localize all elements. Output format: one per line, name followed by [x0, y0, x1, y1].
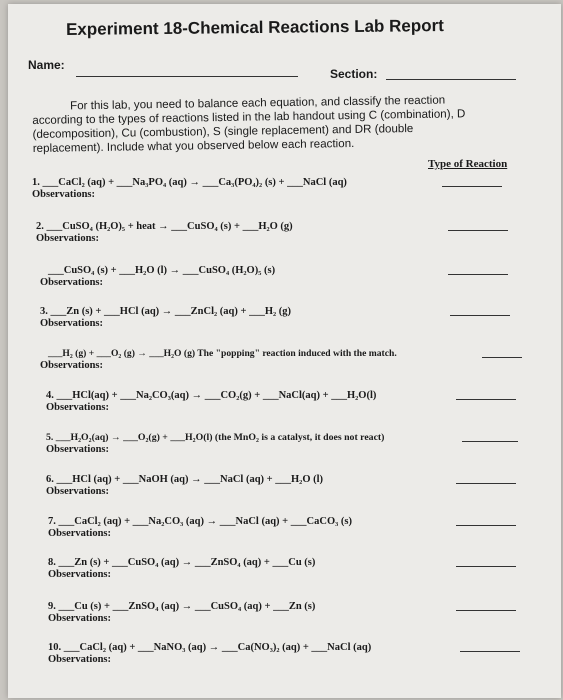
reaction-row	[8, 432, 561, 462]
type-answer-line	[442, 186, 502, 187]
observations-label: Observations:	[46, 444, 109, 455]
reaction-equation: 3. ___Zn (s) + ___HCl (aq) → ___ZnCl₂ (aq) + ___H₂ (g)	[40, 306, 292, 317]
reaction-equation: 4. ___HCl(aq) + ___Na₂CO₃(aq) → ___CO₂(g) + ___NaCl(aq) + ___H₂O(l)	[46, 390, 377, 401]
observations-label: Observations:	[40, 277, 103, 288]
instructions-line: (decomposition), Cu (combustion), S (single replacement) and DR (double	[32, 122, 414, 141]
reaction-row	[8, 557, 561, 587]
reaction-row	[8, 306, 561, 336]
type-answer-line	[448, 274, 508, 275]
reaction-row	[8, 516, 561, 546]
observations-label: Observations:	[48, 528, 111, 539]
name-label: Name:	[28, 58, 65, 72]
observations-label: Observations:	[40, 318, 103, 329]
reaction-equation: 10. ___CaCl₂ (aq) + ___NaNO₃ (aq) → ___Ca(NO₃)₂ (aq) + ___NaCl (aq)	[48, 642, 372, 653]
reaction-equation: 9. ___Cu (s) + ___ZnSO₄ (aq) → ___CuSO₄ (aq) + ___Zn (s)	[48, 601, 316, 612]
type-answer-line	[462, 441, 518, 442]
type-answer-line	[460, 651, 520, 652]
instructions-line: For this lab, you need to balance each equation, and classify the reaction	[69, 93, 446, 113]
reaction-equation: ___CuSO₄ (s) + ___H₂O (l) → ___CuSO₄ (H₂O)₅ (s)	[48, 265, 276, 276]
observations-label: Observations:	[36, 233, 99, 244]
reaction-equation: 5. ___H₂O₂(aq) → ___O₂(g) + ___H₂O(l) (the MnO₂ is a catalyst, it does not react)	[46, 432, 385, 443]
reaction-equation: 2. ___CuSO₄ (H₂O)₅ + heat → ___CuSO₄ (s) + ___H₂O (g)	[36, 221, 293, 232]
type-answer-line	[456, 525, 516, 526]
type-answer-line	[456, 483, 516, 484]
type-answer-line	[456, 610, 516, 611]
reaction-row	[8, 642, 561, 672]
reaction-equation: 6. ___HCl (aq) + ___NaOH (aq) → ___NaCl (aq) + ___H₂O (l)	[46, 474, 324, 485]
instructions-line: replacement). Include what you observed below each reaction.	[32, 136, 355, 155]
reaction-row	[8, 601, 561, 631]
instructions	[32, 92, 523, 156]
type-answer-line	[448, 230, 508, 231]
section-line	[386, 79, 516, 80]
reaction-equation: 7. ___CaCl₂ (aq) + ___Na₂CO₃ (aq) → ___NaCl (aq) + ___CaCO₃ (s)	[48, 516, 352, 527]
observations-label: Observations:	[48, 613, 111, 624]
observations-label: Observations:	[46, 486, 109, 497]
type-answer-line	[456, 399, 516, 400]
section-label: Section:	[330, 67, 378, 81]
observations-label: Observations:	[40, 360, 103, 371]
type-answer-line	[482, 357, 522, 358]
reaction-row	[8, 265, 561, 295]
reaction-row	[8, 348, 561, 378]
reaction-row	[8, 177, 561, 207]
observations-label: Observations:	[48, 654, 111, 665]
reaction-equation: 1. ___CaCl₂ (aq) + ___Na₃PO₄ (aq) → ___Ca₃(PO₄)₂ (s) + ___NaCl (aq)	[32, 177, 347, 188]
reaction-row	[8, 474, 561, 504]
instructions-line: according to the types of reactions listed in the lab handout using C (combination), D	[32, 107, 466, 127]
page-title: Experiment 18-Chemical Reactions Lab Report	[65, 16, 444, 39]
reaction-equation: 8. ___Zn (s) + ___CuSO₄ (aq) → ___ZnSO₄ (aq) + ___Cu (s)	[48, 557, 316, 568]
reaction-row	[8, 390, 561, 420]
name-line	[76, 76, 298, 77]
worksheet-page	[8, 4, 561, 698]
reaction-row	[8, 221, 561, 251]
observations-label: Observations:	[48, 569, 111, 580]
type-answer-line	[456, 566, 516, 567]
reaction-equation: ___H₂ (g) + ___O₂ (g) → ___H₂O (g) The "popping" reaction induced with the match.	[48, 348, 397, 359]
type-answer-line	[450, 315, 510, 316]
type-of-reaction-header: Type of Reaction	[428, 158, 508, 170]
observations-label: Observations:	[32, 189, 95, 200]
observations-label: Observations:	[46, 402, 109, 413]
